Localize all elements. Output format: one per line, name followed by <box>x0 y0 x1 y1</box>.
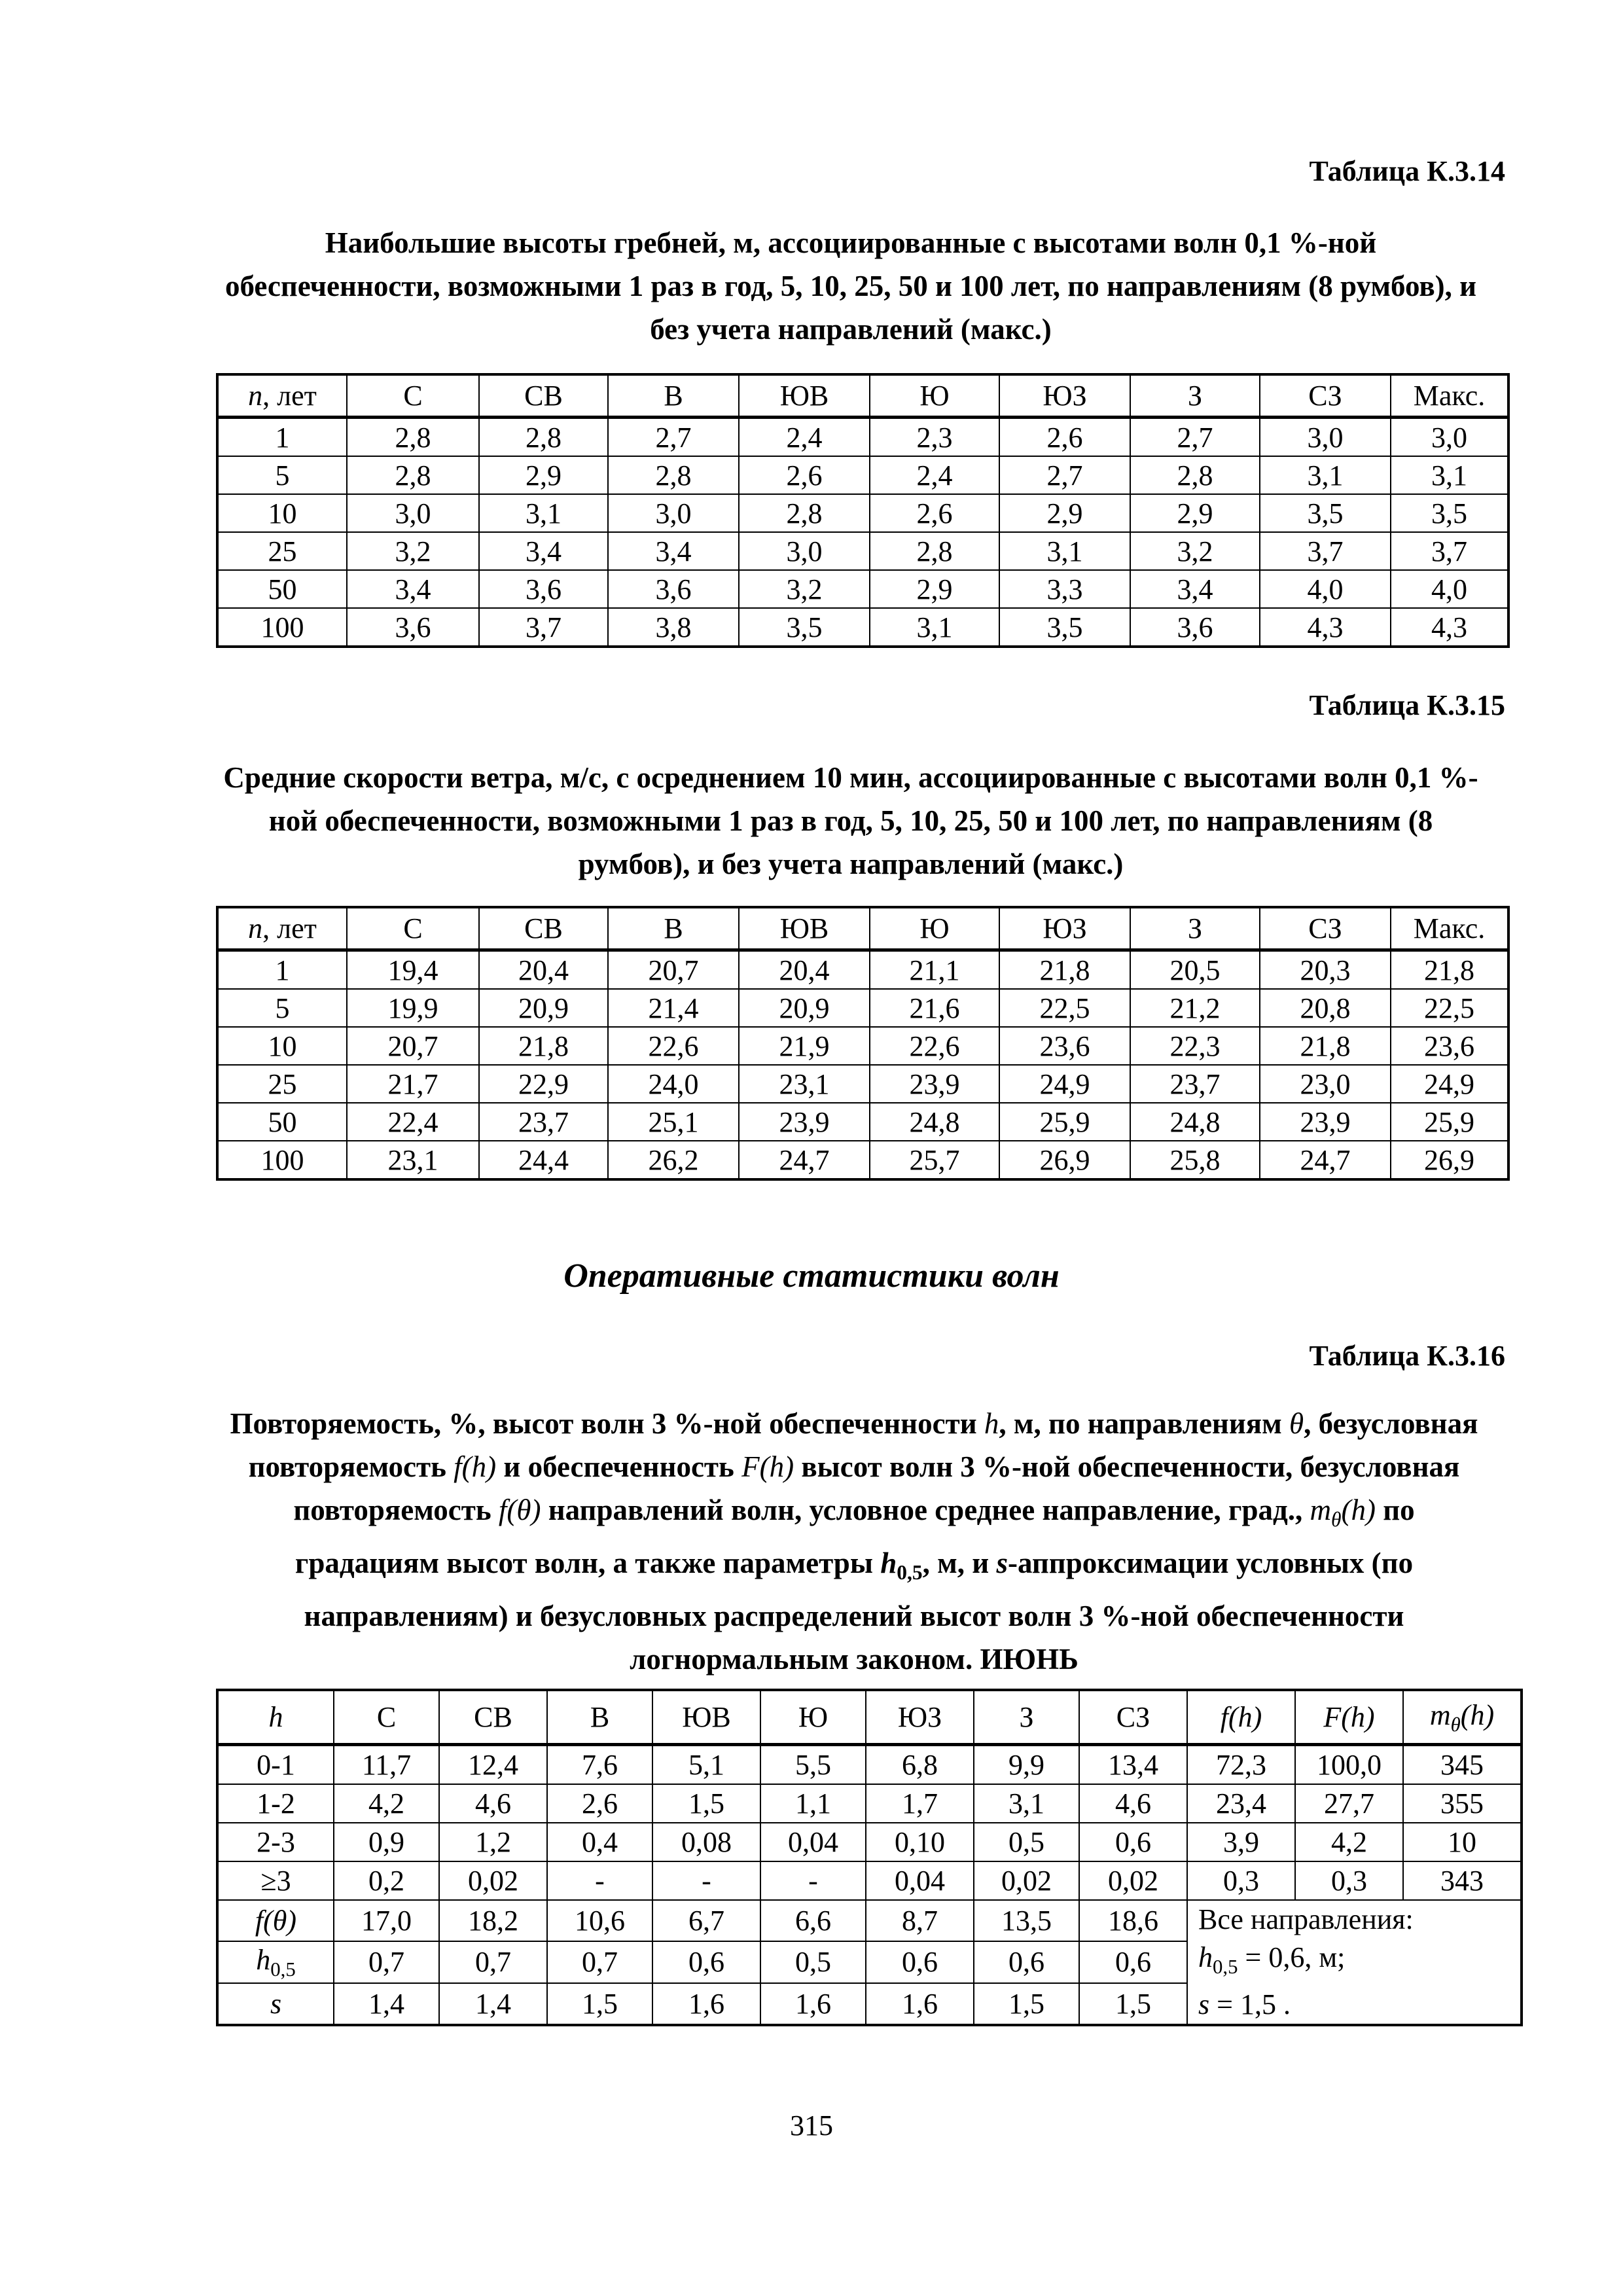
table-cell: 3,2 <box>347 532 479 570</box>
table-cell: 18,2 <box>439 1900 547 1941</box>
table-cell: 22,6 <box>608 1027 739 1065</box>
table-row <box>217 1103 1508 1141</box>
table-cell: 3,1 <box>999 532 1130 570</box>
table15-header-cell: СВ <box>479 907 608 950</box>
table-cell: 1,2 <box>439 1823 547 1861</box>
row-label: 1 <box>217 418 347 457</box>
table-cell: 3,5 <box>1391 494 1508 532</box>
row-label: 0-1 <box>217 1745 334 1785</box>
fh-cell: 3,9 <box>1187 1823 1295 1861</box>
table-cell: 3,3 <box>999 570 1130 608</box>
table-cell: 13,4 <box>1079 1745 1187 1785</box>
table-cell: 21,2 <box>1130 989 1260 1027</box>
table-cell: 22,5 <box>999 989 1130 1027</box>
table-cell: 3,1 <box>870 608 999 647</box>
row-label: 25 <box>217 1065 347 1103</box>
table-cell: 17,0 <box>334 1900 439 1941</box>
table-cell: 0,10 <box>866 1823 974 1861</box>
table-cell: 3,5 <box>999 608 1130 647</box>
table-row <box>217 532 1508 570</box>
section-heading: Оперативные статистики волн <box>563 1257 1060 1295</box>
table16 <box>216 1689 1523 2026</box>
table-cell: 2,8 <box>347 456 479 494</box>
table16-header-cell: Ю <box>760 1690 866 1745</box>
table-cell: 12,4 <box>439 1745 547 1785</box>
table16-ftheta-row <box>217 1900 1522 1941</box>
table15-header-cell: С <box>347 907 479 950</box>
table-cell: 23,9 <box>870 1065 999 1103</box>
table-cell: 25,7 <box>870 1141 999 1179</box>
table-cell: 26,9 <box>999 1141 1130 1179</box>
table-row <box>217 1861 1522 1900</box>
table14 <box>216 373 1510 648</box>
table-cell: 3,2 <box>1130 532 1260 570</box>
table-cell: 2,9 <box>999 494 1130 532</box>
table-cell: 21,7 <box>347 1065 479 1103</box>
row-label: 1-2 <box>217 1784 334 1823</box>
table-cell: 0,4 <box>547 1823 652 1861</box>
table-cell: 5,1 <box>652 1745 760 1785</box>
table-cell: 20,9 <box>479 989 608 1027</box>
table-cell: 21,1 <box>870 950 999 990</box>
table-cell: 0,08 <box>652 1823 760 1861</box>
table14-header-cell: ЮВ <box>739 374 870 418</box>
row-label: 25 <box>217 532 347 570</box>
table16-header-h: h <box>217 1690 334 1745</box>
table16-title: Повторяемость, %, высот волн 3 %-ной обеспеченности h, м, по направлениям θ, безусловная повторяемость f(h) и обеспеченность F(h) высот волн 3 %-ной обеспеченности, безусловная повторяемость f(θ) направлений волн, условное среднее направление, град., $m_\theta(h)$ по градациям высот волн, а также параметры $h_{0,5}$, м, и s-аппроксимации условных (по направлениям) и безусловных распределений высот волн 3 %-ной обеспеченности логнормальным законом. ИЮНЬ <box>230 1407 1478 1676</box>
table-cell: 0,6 <box>866 1941 974 1983</box>
table16-header-cell: З <box>974 1690 1079 1745</box>
table-cell: 1,6 <box>866 1983 974 2025</box>
table-cell: 0,6 <box>1079 1941 1187 1983</box>
table-cell: - <box>547 1861 652 1900</box>
table-cell: 3,5 <box>1260 494 1391 532</box>
table-cell: 2,8 <box>608 456 739 494</box>
table16-caption: Таблица К.3.16 <box>1309 1340 1505 1372</box>
table-cell: 25,8 <box>1130 1141 1260 1179</box>
table-cell: 20,8 <box>1260 989 1391 1027</box>
table-cell: 3,7 <box>479 608 608 647</box>
table14-header-row <box>217 374 1508 418</box>
table-cell: 3,4 <box>608 532 739 570</box>
table-cell: 9,9 <box>974 1745 1079 1785</box>
table-cell: 21,9 <box>739 1027 870 1065</box>
row-label: 1 <box>217 950 347 990</box>
table-cell: 0,2 <box>334 1861 439 1900</box>
Fh-cell: 0,3 <box>1295 1861 1403 1900</box>
table-cell: 1,5 <box>974 1983 1079 2025</box>
table-cell: 3,4 <box>479 532 608 570</box>
row-label: 5 <box>217 989 347 1027</box>
table-cell: 24,7 <box>1260 1141 1391 1179</box>
table-cell: 4,2 <box>334 1784 439 1823</box>
table16-header-Fh: F(h) <box>1295 1690 1403 1745</box>
table-cell: 20,9 <box>739 989 870 1027</box>
note-line3: s = 1,5 . <box>1198 1988 1291 2020</box>
row-label: ≥3 <box>217 1861 334 1900</box>
table-cell: 2,6 <box>739 456 870 494</box>
table-cell: 0,6 <box>652 1941 760 1983</box>
table16-header-row <box>217 1690 1522 1745</box>
table-cell: - <box>760 1861 866 1900</box>
table-cell: 4,3 <box>1391 608 1508 647</box>
fh-cell: 72,3 <box>1187 1745 1295 1785</box>
table14-header-n: n, лет <box>217 374 347 418</box>
table-cell: 6,6 <box>760 1900 866 1941</box>
note-line2: $h_{0,5} = 0,6$, м; <box>1198 1941 1346 1978</box>
table-cell: 19,4 <box>347 950 479 990</box>
table-cell: 2,7 <box>608 418 739 457</box>
table-cell: 3,0 <box>739 532 870 570</box>
table-cell: 0,04 <box>760 1823 866 1861</box>
table-cell: 1,4 <box>334 1983 439 2025</box>
table-cell: 4,6 <box>439 1784 547 1823</box>
table-cell: 22,3 <box>1130 1027 1260 1065</box>
table-cell: 0,7 <box>439 1941 547 1983</box>
table-row <box>217 989 1508 1027</box>
table-cell: 24,9 <box>999 1065 1130 1103</box>
table-cell: 2,9 <box>870 570 999 608</box>
table-cell: 0,7 <box>334 1941 439 1983</box>
table-cell: 2,8 <box>739 494 870 532</box>
table14-header-cell: З <box>1130 374 1260 418</box>
table-cell: 6,7 <box>652 1900 760 1941</box>
table-cell: 3,0 <box>1391 418 1508 457</box>
table-cell: 2,8 <box>479 418 608 457</box>
s-label: s <box>217 1983 334 2025</box>
table-cell: 4,6 <box>1079 1784 1187 1823</box>
table-cell: 21,8 <box>479 1027 608 1065</box>
table-cell: 22,4 <box>347 1103 479 1141</box>
row-label: 50 <box>217 570 347 608</box>
table16-header-fh: f(h) <box>1187 1690 1295 1745</box>
table-cell: 0,04 <box>866 1861 974 1900</box>
table-cell: 20,5 <box>1130 950 1260 990</box>
table16-header-cell: ЮВ <box>652 1690 760 1745</box>
table14-header-cell: Ю <box>870 374 999 418</box>
table-cell: 0,02 <box>974 1861 1079 1900</box>
table16-body <box>217 1745 1522 2025</box>
table-cell: 3,1 <box>1260 456 1391 494</box>
table-cell: 4,3 <box>1260 608 1391 647</box>
table-cell: 23,9 <box>1260 1103 1391 1141</box>
table-cell: 1,6 <box>652 1983 760 2025</box>
table-row <box>217 456 1508 494</box>
row-label: 10 <box>217 494 347 532</box>
table-cell: 24,0 <box>608 1065 739 1103</box>
table-cell: 25,1 <box>608 1103 739 1141</box>
table-cell: 3,8 <box>608 608 739 647</box>
table-cell: 24,9 <box>1391 1065 1508 1103</box>
table-cell: 2,8 <box>1130 456 1260 494</box>
table15-header-cell: В <box>608 907 739 950</box>
ftheta-label: f(θ) <box>217 1900 334 1941</box>
table-cell: - <box>652 1861 760 1900</box>
table-cell: 3,5 <box>739 608 870 647</box>
table-cell: 0,02 <box>439 1861 547 1900</box>
table-cell: 1,5 <box>547 1983 652 2025</box>
all-directions-note <box>1187 1900 1522 2025</box>
table-cell: 2,9 <box>1130 494 1260 532</box>
table-row <box>217 1027 1508 1065</box>
table-cell: 0,7 <box>547 1941 652 1983</box>
table15-title: Средние скорости ветра, м/с, с осреднением 10 мин, ассоциированные с высотами волн 0,1 %-ной обеспеченности, возможными 1 раз в год, 5, 10, 25, 50 и 100 лет, по направлениям (8 румбов), и без учета направлений (макс.) <box>223 761 1478 880</box>
table-cell: 2,4 <box>739 418 870 457</box>
table-cell: 21,8 <box>1260 1027 1391 1065</box>
table-cell: 1,6 <box>760 1983 866 2025</box>
table-cell: 1,7 <box>866 1784 974 1823</box>
table-cell: 2,6 <box>999 418 1130 457</box>
table16-header-cell: С <box>334 1690 439 1745</box>
row-label: 100 <box>217 608 347 647</box>
table15-header-cell: ЮЗ <box>999 907 1130 950</box>
table-cell: 21,8 <box>999 950 1130 990</box>
table-cell: 23,1 <box>739 1065 870 1103</box>
table14-title: Наибольшие высоты гребней, м, ассоциированные с высотами волн 0,1 %-ной обеспеченности, возможными 1 раз в год, 5, 10, 25, 50 и 100 лет, по направлениям (8 румбов), и без учета направлений (макс.) <box>224 226 1477 346</box>
note-line1: Все направления: <box>1198 1903 1414 1935</box>
table-row <box>217 570 1508 608</box>
m-cell: 345 <box>1403 1745 1522 1785</box>
table-cell: 22,6 <box>870 1027 999 1065</box>
table-cell: 1,5 <box>1079 1983 1187 2025</box>
table-cell: 3,4 <box>1130 570 1260 608</box>
table-cell: 3,4 <box>347 570 479 608</box>
table-row <box>217 608 1508 647</box>
table-cell: 23,0 <box>1260 1065 1391 1103</box>
table14-header-cell: С <box>347 374 479 418</box>
table-cell: 7,6 <box>547 1745 652 1785</box>
table15 <box>216 906 1510 1181</box>
table-row <box>217 1141 1508 1179</box>
table-cell: 20,4 <box>739 950 870 990</box>
table-cell: 24,4 <box>479 1141 608 1179</box>
table-cell: 0,5 <box>974 1823 1079 1861</box>
table-cell: 2,7 <box>1130 418 1260 457</box>
table-cell: 6,8 <box>866 1745 974 1785</box>
row-label: 100 <box>217 1141 347 1179</box>
table-cell: 3,2 <box>739 570 870 608</box>
table-cell: 3,6 <box>1130 608 1260 647</box>
table-cell: 23,1 <box>347 1141 479 1179</box>
table-cell: 24,8 <box>1130 1103 1260 1141</box>
table-cell: 20,3 <box>1260 950 1391 990</box>
table-cell: 2,7 <box>999 456 1130 494</box>
table-cell: 26,2 <box>608 1141 739 1179</box>
table-row <box>217 1745 1522 1785</box>
table16-header-cell: СВ <box>439 1690 547 1745</box>
table-cell: 5,5 <box>760 1745 866 1785</box>
table-cell: 2,9 <box>479 456 608 494</box>
m-cell: 343 <box>1403 1861 1522 1900</box>
table15-header-cell: З <box>1130 907 1260 950</box>
table15-header-cell: ЮВ <box>739 907 870 950</box>
row-label: 10 <box>217 1027 347 1065</box>
table15-header-cell: Ю <box>870 907 999 950</box>
table-cell: 2,4 <box>870 456 999 494</box>
table-cell: 22,5 <box>1391 989 1508 1027</box>
table15-header-cell: Макс. <box>1391 907 1508 950</box>
table-cell: 0,6 <box>974 1941 1079 1983</box>
table-row <box>217 494 1508 532</box>
table-cell: 25,9 <box>999 1103 1130 1141</box>
table-cell: 13,5 <box>974 1900 1079 1941</box>
table-row <box>217 950 1508 990</box>
table15-caption: Таблица К.3.15 <box>1309 689 1505 721</box>
table16-header-cell: В <box>547 1690 652 1745</box>
table-cell: 21,6 <box>870 989 999 1027</box>
m-cell: 355 <box>1403 1784 1522 1823</box>
table-cell: 4,0 <box>1260 570 1391 608</box>
table-cell: 2,8 <box>347 418 479 457</box>
page-number: 315 <box>790 2109 833 2142</box>
table-cell: 3,6 <box>608 570 739 608</box>
table-cell: 1,1 <box>760 1784 866 1823</box>
table-row <box>217 418 1508 457</box>
table-cell: 3,0 <box>1260 418 1391 457</box>
table-cell: 0,5 <box>760 1941 866 1983</box>
table-cell: 20,7 <box>608 950 739 990</box>
table-cell: 2,3 <box>870 418 999 457</box>
table-cell: 20,4 <box>479 950 608 990</box>
table14-header-cell: СЗ <box>1260 374 1391 418</box>
table-row <box>217 1065 1508 1103</box>
table16-header-cell: ЮЗ <box>866 1690 974 1745</box>
table-cell: 3,0 <box>347 494 479 532</box>
table-cell: 2,6 <box>870 494 999 532</box>
table-cell: 23,7 <box>479 1103 608 1141</box>
Fh-cell: 4,2 <box>1295 1823 1403 1861</box>
table-cell: 21,8 <box>1391 950 1508 990</box>
table15-header-cell: СЗ <box>1260 907 1391 950</box>
table-cell: 23,6 <box>1391 1027 1508 1065</box>
table-cell: 23,7 <box>1130 1065 1260 1103</box>
Fh-cell: 100,0 <box>1295 1745 1403 1785</box>
table-cell: 3,1 <box>1391 456 1508 494</box>
m-cell: 10 <box>1403 1823 1522 1861</box>
table-row <box>217 1784 1522 1823</box>
table-cell: 24,7 <box>739 1141 870 1179</box>
table-cell: 3,7 <box>1391 532 1508 570</box>
table-cell: 19,9 <box>347 989 479 1027</box>
table-row <box>217 1823 1522 1861</box>
table14-header-cell: СВ <box>479 374 608 418</box>
table-cell: 2,6 <box>547 1784 652 1823</box>
table-cell: 3,1 <box>479 494 608 532</box>
table14-header-cell: ЮЗ <box>999 374 1130 418</box>
table15-body <box>217 950 1508 1180</box>
table14-caption: Таблица К.3.14 <box>1309 155 1505 187</box>
table-cell: 3,6 <box>479 570 608 608</box>
table-cell: 3,6 <box>347 608 479 647</box>
h05-label: $h_{0,5}$ <box>217 1941 334 1983</box>
table14-body <box>217 418 1508 647</box>
table-cell: 26,9 <box>1391 1141 1508 1179</box>
table16-header-cell: СЗ <box>1079 1690 1187 1745</box>
row-label: 50 <box>217 1103 347 1141</box>
table-cell: 23,6 <box>999 1027 1130 1065</box>
table-cell: 3,7 <box>1260 532 1391 570</box>
table-cell: 1,5 <box>652 1784 760 1823</box>
table-cell: 24,8 <box>870 1103 999 1141</box>
table16-header-m: $m_\theta(h)$ <box>1403 1690 1522 1745</box>
table-cell: 3,1 <box>974 1784 1079 1823</box>
table15-header-n: n, лет <box>217 907 347 950</box>
table-cell: 0,02 <box>1079 1861 1187 1900</box>
row-label: 2-3 <box>217 1823 334 1861</box>
table-cell: 4,0 <box>1391 570 1508 608</box>
table-cell: 1,4 <box>439 1983 547 2025</box>
table-cell: 22,9 <box>479 1065 608 1103</box>
table-cell: 8,7 <box>866 1900 974 1941</box>
table14-header-cell: В <box>608 374 739 418</box>
table15-header-row <box>217 907 1508 950</box>
table-cell: 21,4 <box>608 989 739 1027</box>
table-cell: 11,7 <box>334 1745 439 1785</box>
table-cell: 18,6 <box>1079 1900 1187 1941</box>
row-label: 5 <box>217 456 347 494</box>
table-cell: 10,6 <box>547 1900 652 1941</box>
Fh-cell: 27,7 <box>1295 1784 1403 1823</box>
table-cell: 0,6 <box>1079 1823 1187 1861</box>
table-cell: 23,9 <box>739 1103 870 1141</box>
table-cell: 3,0 <box>608 494 739 532</box>
table14-header-cell: Макс. <box>1391 374 1508 418</box>
fh-cell: 23,4 <box>1187 1784 1295 1823</box>
table-cell: 20,7 <box>347 1027 479 1065</box>
table-cell: 2,8 <box>870 532 999 570</box>
table-cell: 25,9 <box>1391 1103 1508 1141</box>
table-cell: 0,9 <box>334 1823 439 1861</box>
fh-cell: 0,3 <box>1187 1861 1295 1900</box>
